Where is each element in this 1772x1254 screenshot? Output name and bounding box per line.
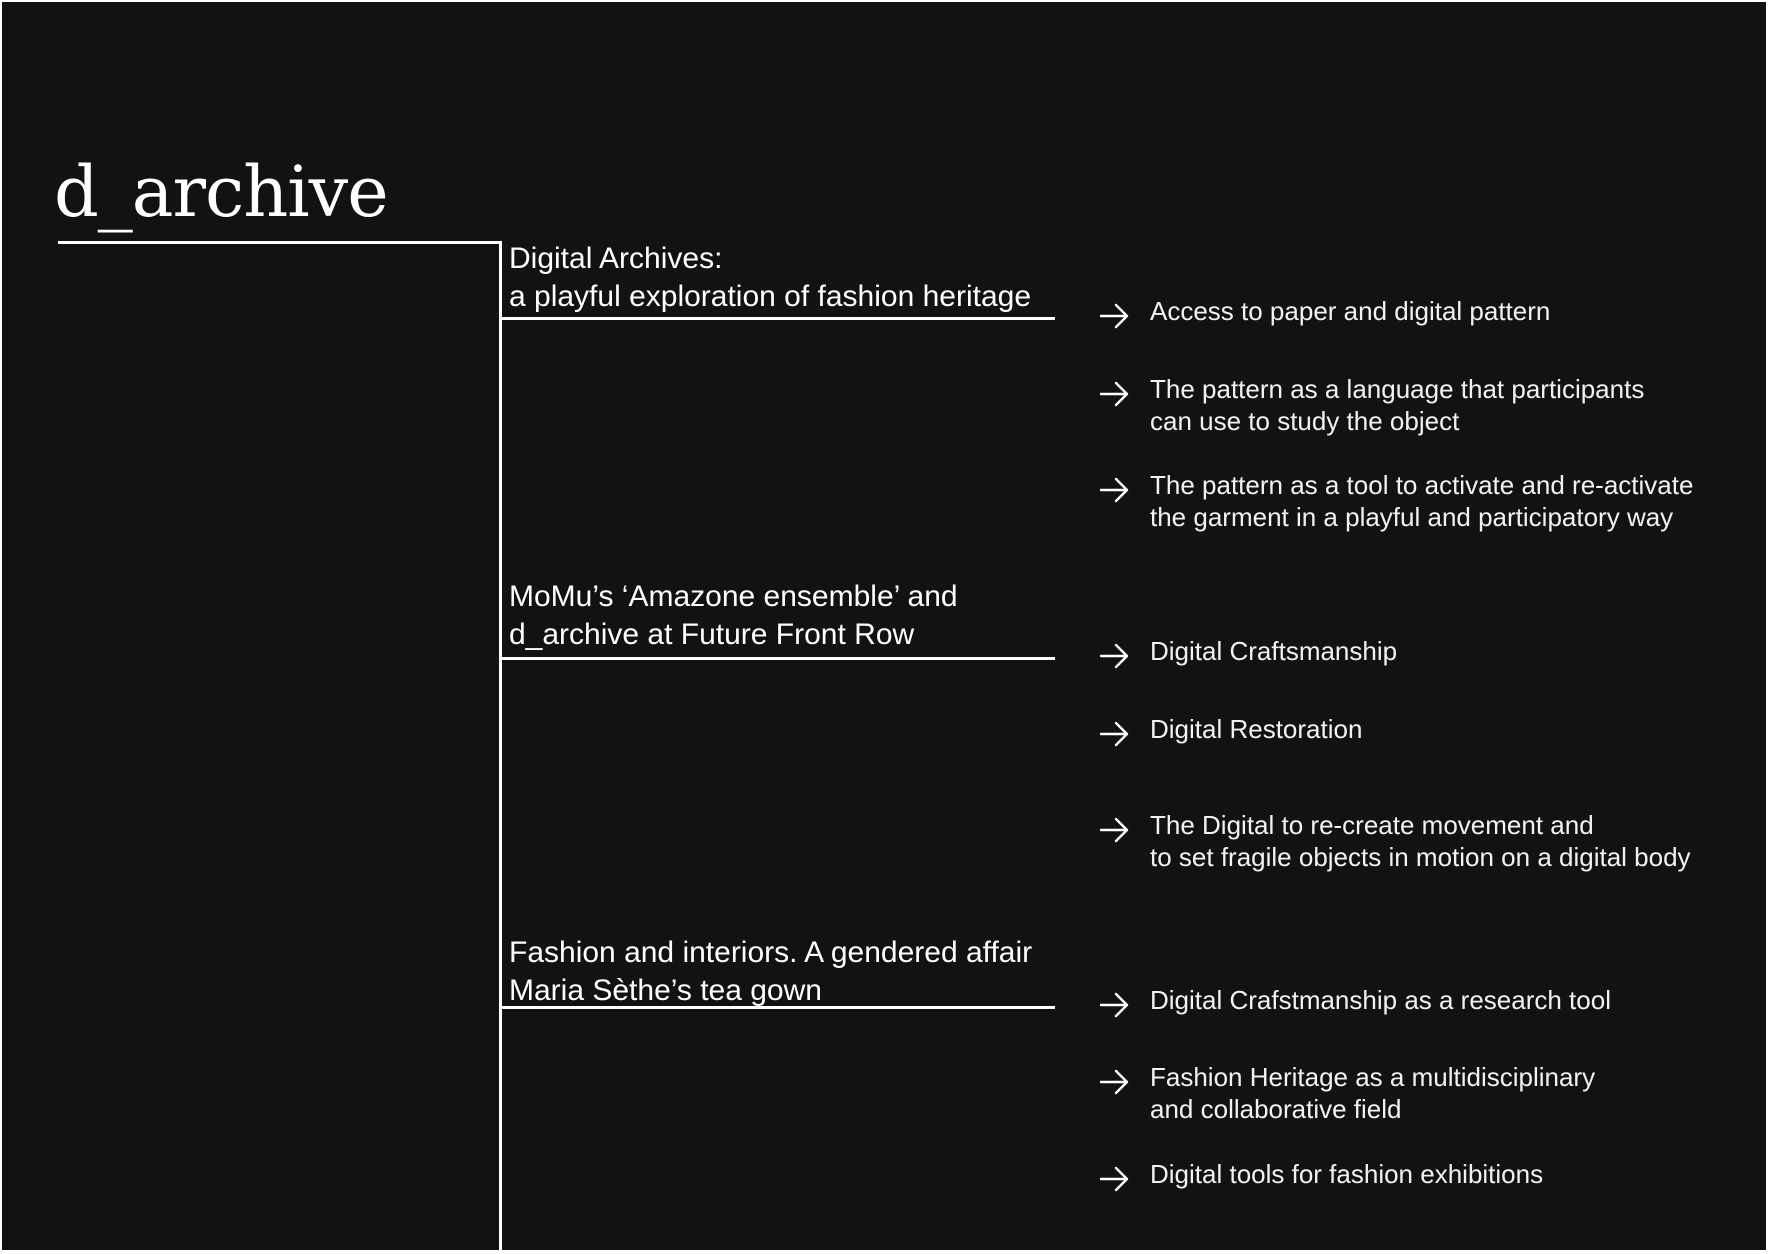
right-arrow-icon bbox=[1097, 473, 1131, 507]
list-item: Access to paper and digital pattern bbox=[1097, 295, 1550, 333]
section-2-underline bbox=[499, 657, 1055, 660]
main-vertical-connector bbox=[499, 241, 502, 1250]
list-item: The Digital to re-create movement and to set fragile objects in motion on a digital body bbox=[1097, 809, 1691, 873]
diagram-title: d_archive bbox=[54, 151, 388, 233]
right-arrow-icon bbox=[1097, 1065, 1131, 1099]
list-item: Digital Restoration bbox=[1097, 713, 1362, 751]
list-item: Fashion Heritage as a multidisciplinary and collaborative field bbox=[1097, 1061, 1595, 1125]
list-item: Digital Crafstmanship as a research tool bbox=[1097, 984, 1611, 1022]
list-item: Digital tools for fashion exhibitions bbox=[1097, 1158, 1543, 1196]
list-item: The pattern as a tool to activate and re-activate the garment in a playful and participatory way bbox=[1097, 469, 1693, 533]
list-item: The pattern as a language that participants can use to study the object bbox=[1097, 373, 1644, 437]
section-1-underline bbox=[499, 317, 1055, 320]
right-arrow-icon bbox=[1097, 639, 1131, 673]
right-arrow-icon bbox=[1097, 988, 1131, 1022]
title-underline bbox=[58, 241, 502, 244]
section-2-title: MoMu’s ‘Amazone ensemble’ and d_archive at Future Front Row bbox=[509, 580, 958, 651]
right-arrow-icon bbox=[1097, 1162, 1131, 1196]
diagram-canvas bbox=[2, 2, 1766, 1250]
right-arrow-icon bbox=[1097, 299, 1131, 333]
section-3-title: Fashion and interiors. A gendered affair Maria Sèthe’s tea gown bbox=[509, 936, 1033, 1007]
right-arrow-icon bbox=[1097, 813, 1131, 847]
list-item: Digital Craftsmanship bbox=[1097, 635, 1397, 673]
right-arrow-icon bbox=[1097, 377, 1131, 411]
section-1-title: Digital Archives: a playful exploration of fashion heritage bbox=[509, 242, 1032, 313]
right-arrow-icon bbox=[1097, 717, 1131, 751]
